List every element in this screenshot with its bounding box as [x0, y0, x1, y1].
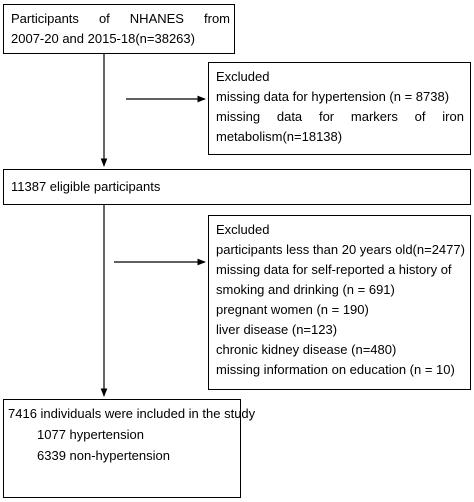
excluded-2-line-6: chronic kidney disease (n=480) — [216, 342, 397, 357]
final-box — [3, 399, 256, 498]
start-word: Participants — [11, 11, 79, 26]
final-line-3: 6339 non-hypertension — [37, 448, 170, 463]
excluded-2-line-4: pregnant women (n = 190) — [216, 302, 369, 317]
excluded-2-heading: Excluded — [216, 222, 270, 237]
excluded-1-word: for — [318, 109, 335, 124]
excluded-1-word: data — [276, 109, 303, 124]
excluded-1-line-1: missing data for hypertension (n = 8738) — [216, 89, 450, 104]
excluded-2-line-3: smoking and drinking (n = 691) — [216, 282, 395, 297]
start-word: from — [204, 11, 230, 26]
start-word: of — [98, 11, 110, 26]
excluded-2-line-7: missing information on education (n = 10) — [216, 362, 455, 377]
final-line-1: 7416 individuals were included in the study — [8, 406, 256, 421]
eligible-text: 11387 eligible participants — [11, 179, 161, 194]
excluded-2-line-2: missing data for self-reported a history of — [216, 262, 452, 277]
excluded-1-word: markers — [350, 109, 398, 124]
excluded-1-word: of — [414, 109, 426, 124]
excluded-1-line-3: metabolism(n=18138) — [216, 129, 343, 144]
excluded-1-word: iron — [442, 109, 464, 124]
start-line-2: 2007-20 and 2015-18(n=38263) — [11, 31, 195, 46]
excluded-1-word: missing — [216, 109, 261, 124]
excluded-1-heading: Excluded — [216, 69, 270, 84]
excluded-2-line-1: participants less than 20 years old(n=2477) — [216, 242, 465, 257]
final-line-2: 1077 hypertension — [37, 427, 144, 442]
start-box — [3, 4, 235, 54]
excluded-1-line-2 — [216, 107, 464, 127]
excluded-2-line-5: liver disease (n=123) — [216, 322, 338, 337]
excluded-box-1 — [208, 62, 471, 155]
start-word: NHANES — [129, 11, 184, 26]
eligible-box — [3, 169, 471, 205]
start-line-1 — [11, 9, 230, 29]
excluded-box-2 — [208, 215, 471, 390]
